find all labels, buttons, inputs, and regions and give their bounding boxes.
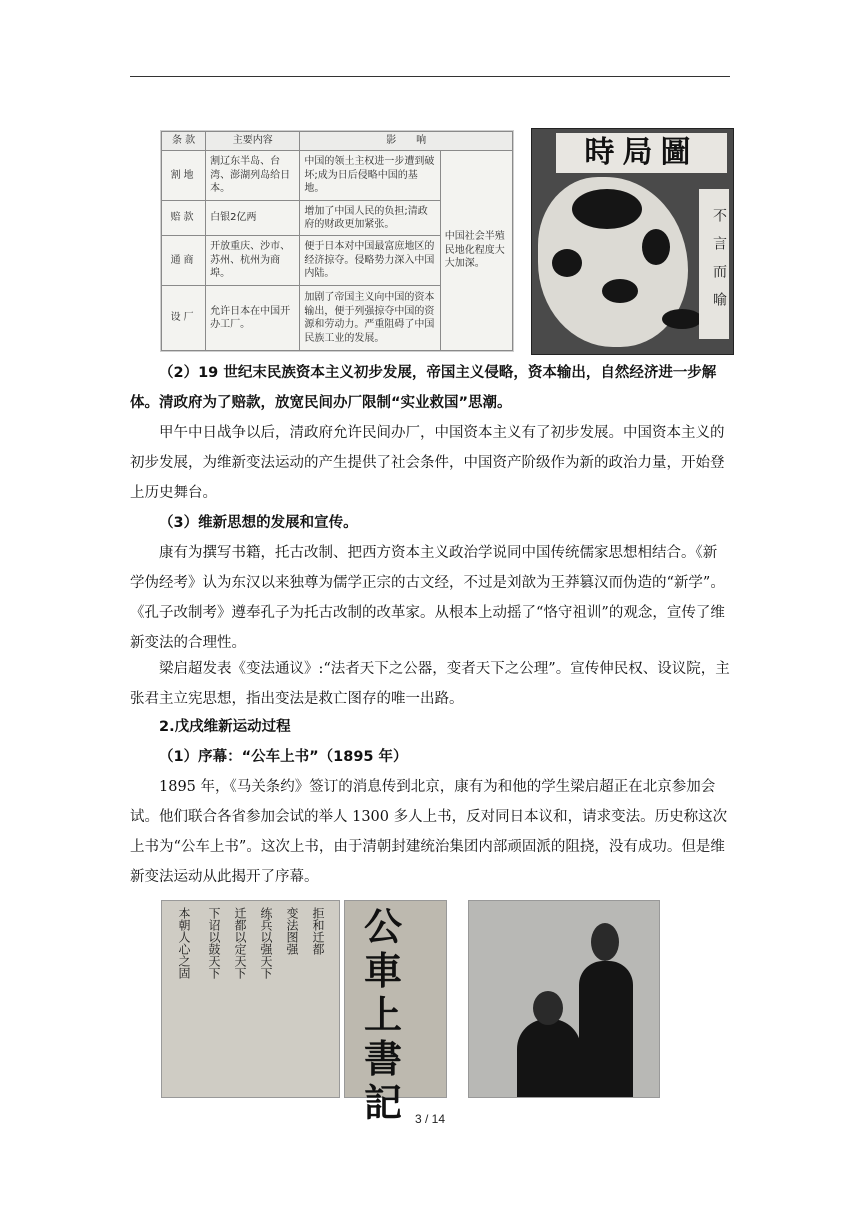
table-cell-impact: 中国的领土主权进一步遭到破坏;成为日后侵略中国的基地。 (300, 151, 440, 201)
table-cell-clause: 通商 (162, 236, 206, 286)
treaty-table-image (160, 130, 514, 352)
sun-figure (602, 279, 638, 303)
table-cell-impact: 增加了中国人民的负担;清政府的财政更加紧张。 (300, 201, 440, 236)
table-cell-clause: 割地 (162, 151, 206, 201)
bear-figure (572, 189, 642, 229)
petition-document-image (161, 900, 340, 1098)
paragraph-heading-3: （3）维新思想的发展和宣传。 (159, 515, 358, 531)
paragraph-heading-2: （2）19 世纪末民族资本主义初步发展，帝国主义侵略，资本输出，自然经济进一步解体。清政府为了赔款，放宽民间办厂限制“实业救国”思潮。 (130, 365, 717, 411)
table-cell-overall-impact: 中国社会半殖民地化程度大大加深。 (440, 151, 512, 351)
table-cell-impact: 加剧了帝国主义向中国的资本输出，便于列强掠夺中国的资源和劳动力。严重阻碍了中国民族工业的发展。 (300, 286, 440, 351)
table-header-clause: 条 款 (162, 132, 206, 151)
header-rule (130, 76, 730, 77)
seated-figure (517, 1019, 581, 1097)
eagle-figure (662, 309, 702, 329)
paragraph-capitalism: 甲午中日战争以后，清政府允许民间办厂，中国资本主义有了初步发展。中国资本主义的初步发展，为维新变法运动的产生提供了社会条件，中国资产阶级作为新的政治力量，开始登上历史舞台。 (130, 425, 725, 501)
document-text-column: 迁都以定天下 (233, 907, 247, 979)
document-text-column: 下诏以鼓天下 (207, 907, 221, 979)
table-cell-content: 白银2亿两 (206, 201, 300, 236)
table-cell-content: 允许日本在中国开办工厂。 (206, 286, 300, 351)
cartoon-title: 時局圖 (556, 133, 727, 173)
standing-figure (579, 961, 633, 1097)
seated-head (533, 991, 563, 1025)
cover-title: 公車上書記 (363, 904, 402, 1125)
cartoon-side-text: 不言而喻 (699, 189, 729, 339)
treaty-table (161, 131, 513, 351)
table-cell-content: 开放重庆、沙市、苏州、杭州为商埠。 (206, 236, 300, 286)
document-text-column: 变法图强 (285, 907, 299, 955)
standing-head (591, 923, 619, 961)
table-cell-impact: 便于日本对中国最富庶地区的经济掠夺。侵略势力深入中国内陆。 (300, 236, 440, 286)
subsection-heading: （1）序幕：“公车上书”（1895 年） (159, 749, 408, 765)
table-cell-content: 割辽东半岛、台湾、澎湖列岛给日本。 (206, 151, 300, 201)
table-cell-clause: 设厂 (162, 286, 206, 351)
kang-liang-photo (468, 900, 660, 1098)
table-header-content: 主要内容 (206, 132, 300, 151)
page-number: 3 / 14 (414, 1112, 446, 1126)
paragraph-liang-qichao: 梁启超发表《变法通议》:“法者天下之公器，变者天下之公理”。宣传伸民权、设议院，主张君主立宪思想，指出变法是救亡图存的唯一出路。 (130, 661, 730, 707)
document-text-column: 练兵以强天下 (259, 907, 273, 979)
situation-map-cartoon (531, 128, 734, 355)
table-header-impact: 影 响 (300, 132, 513, 151)
frog-figure (642, 229, 670, 265)
paragraph-petition: 1895 年，《马关条约》签订的消息传到北京，康有为和他的学生梁启超正在北京参加会试。他们联合各省参加会试的举人 1300 多人上书，反对同日本议和，请求变法。历史称这次上书为“公车上书”。这次上书，由于清朝封建统治集团内部顽固派的阻挠，没有成功。但是维新变法运动从此揭开了序幕。 (130, 779, 728, 885)
document-text-column: 本朝人心之固 (177, 907, 191, 979)
table-row (162, 151, 513, 201)
document-text-column: 拒和迁都 (311, 907, 325, 955)
paragraph-kang-youwei: 康有为撰写书籍，托古改制、把西方资本主义政治学说同中国传统儒家思想相结合。《新学伪经考》认为东汉以来独尊为儒学正宗的古文经，不过是刘歆为王莽篡汉而伪造的“新学”。《孔子改制考》遵奉孔子为托古改制的改革家。从根本上动摇了“恪守祖训”的观念，宣传了维新变法的合理性。 (130, 545, 725, 651)
table-cell-clause: 赔款 (162, 201, 206, 236)
dog-figure (552, 249, 582, 277)
section-heading: 2.戊戌维新运动过程 (159, 719, 291, 735)
